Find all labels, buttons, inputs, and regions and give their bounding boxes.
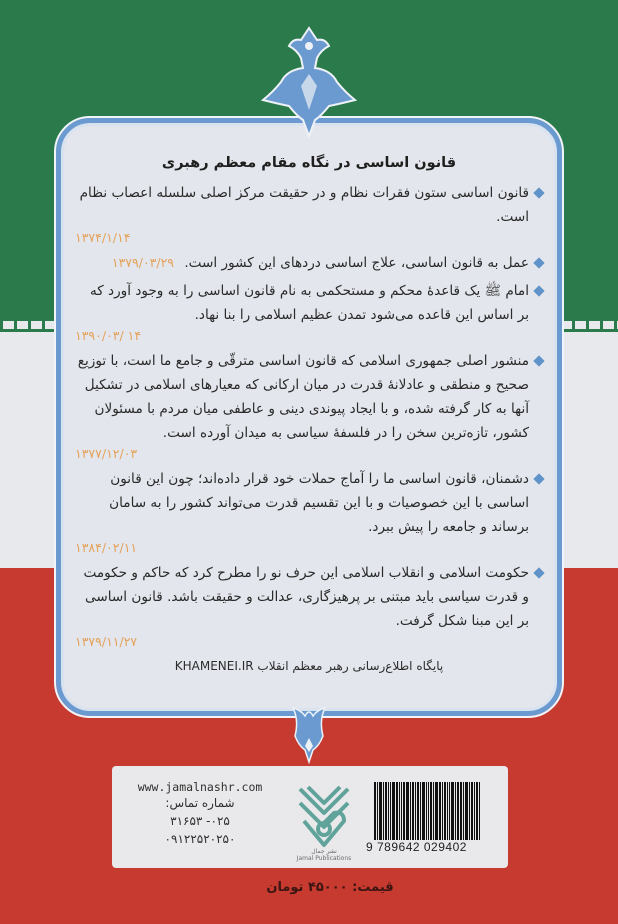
quote-text: امام ﷺ یک قاعدهٔ محکم و مستحکمی به نام قانون اساسی را به وجود آورد که بر اساس این قاعده می‌شود تمدن عظیم اسلامی را بنا نهاد. <box>89 283 529 323</box>
card-title: قانون اساسی در نگاه مقام معظم رهبری <box>161 155 457 171</box>
quote-date: ۱۳۸۴/۰۲/۱۱ <box>75 540 138 555</box>
diamond-bullet-icon <box>533 187 544 198</box>
publisher-info-box <box>112 766 508 868</box>
kufic-pattern-green-right <box>558 318 618 332</box>
islamic-ornament-bottom-icon <box>289 706 329 766</box>
diamond-bullet-icon <box>533 285 544 296</box>
diamond-bullet-icon <box>533 473 544 484</box>
quote-card <box>56 118 562 716</box>
quote-item <box>75 251 543 275</box>
quote-item <box>75 561 543 651</box>
mobile-number: ۰۹۱۲۲۵۲۰۲۵۰ <box>164 832 236 846</box>
kufic-pattern-red-left <box>0 568 58 582</box>
quote-text: منشور اصلی جمهوری اسلامی که قانون اساسی مترقّی و جامع ما است، با توزیع صحیح و منطقی و عادلانهٔ قدرت در میان ارکانی که معیارهای اسلامی در تشکیل آنها به کار گرفته شده، و با ایجاد پیوندی دینی و عاطفی میان مردم با مسئولان کشور، تازه‌ترین سخن را در فلسفهٔ سیاسی به میدان آورده است. <box>77 353 529 441</box>
diamond-bullet-icon <box>533 355 544 366</box>
logo-caption-fa: نشر جمال <box>311 848 337 855</box>
isbn-number: 9 789642 029402 <box>366 840 467 854</box>
quote-date: ۱۳۹۰/۰۳/ ۱۴ <box>75 328 142 343</box>
quote-text: دشمنان، قانون اساسی ما را آماج حملات خود قرار داده‌اند؛ چون این قانون اساسی با این خصوصیات و با این تقسیم قدرت می‌تواند کشور را به سامان برساند و جامعه را پیش ببرد. <box>109 471 529 535</box>
website-link[interactable]: www.jamalnashr.com <box>137 780 263 794</box>
isbn-barcode <box>374 782 502 840</box>
quote-item <box>75 467 543 557</box>
contact-label: شماره تماس: <box>165 796 235 810</box>
price-label: قیمت: ۴۵۰۰۰ تومان <box>266 880 394 895</box>
contact-block <box>120 780 280 848</box>
kufic-pattern-green-left <box>0 318 58 332</box>
logo-caption-en: Jamal Publications <box>296 855 352 862</box>
quote-text: حکومت اسلامی و انقلاب اسلامی این حرف نو را مطرح کرد که حاکم و حکومت و قدرت سیاسی باید مبتنی بر پرهیزگاری، عدالت و حقیقت باشد. قانون اساسی بر این مبنا شکل گرفت. <box>83 565 529 629</box>
kufic-pattern-red-right <box>558 568 618 582</box>
diamond-bullet-icon <box>533 257 544 268</box>
quote-date: ۱۳۷۹/۱۱/۲۷ <box>75 634 138 649</box>
islamic-ornament-top-icon <box>259 20 359 140</box>
quote-item <box>75 349 543 463</box>
quote-date: ۱۳۷۷/۱۲/۰۳ <box>75 446 138 461</box>
quote-date: ۱۳۷۴/۱/۱۴ <box>75 230 131 245</box>
quote-text: عمل به قانون اساسی، علاج اساسی دردهای این کشور است. <box>184 255 529 271</box>
phone-number: ۰۲۵- ۳۱۶۵۳ <box>170 814 230 828</box>
quote-item <box>75 181 543 247</box>
source-credit: پایگاه اطلاع‌رسانی رهبر معظم انقلاب KHAMENEI.IR <box>174 659 444 673</box>
quote-date: ۱۳۷۹/۰۳/۲۹ <box>111 255 175 270</box>
logo-caption <box>288 848 360 862</box>
quote-item <box>75 279 543 345</box>
quote-text: قانون اساسی ستون فقرات نظام و در حقیقت مرکز اصلی سلسله اعصاب نظام است. <box>79 185 529 225</box>
diamond-bullet-icon <box>533 567 544 578</box>
